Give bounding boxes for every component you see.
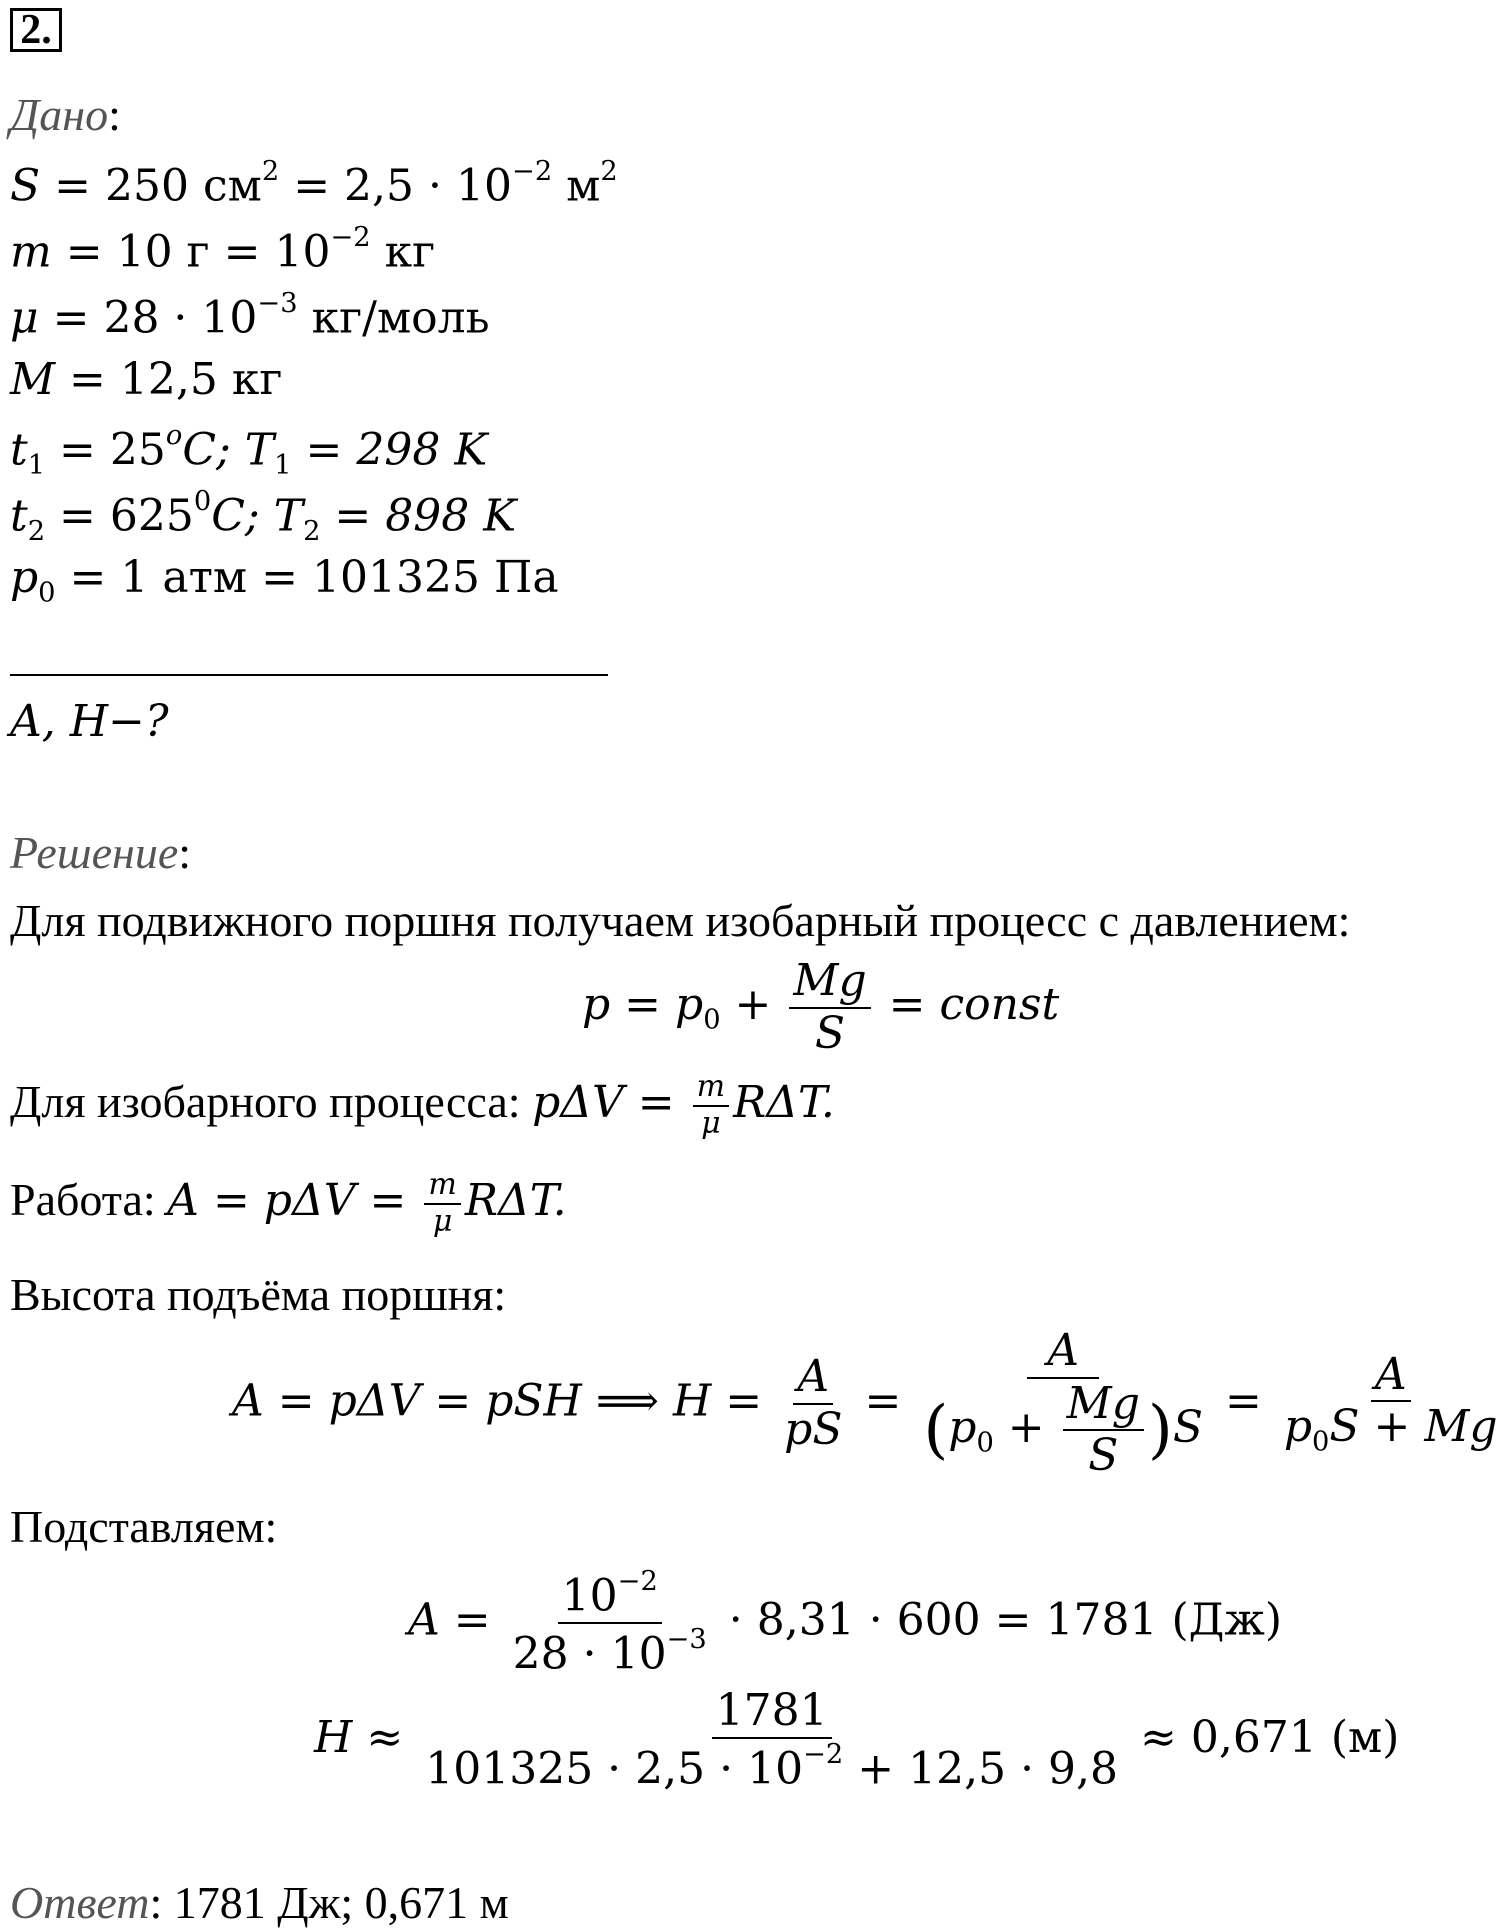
work-calculation: A = $\frac{10^{-2}}{28 \cdot 10^{-3}}$ · 8,31 · 600 = 1781 (Дж) [408, 1566, 1283, 1680]
isobaric-line: Для изобарного процесса: pΔV = $\frac{m}{\mu}$ RΔT. [10, 1069, 835, 1141]
height-label: Высота подъёма поршня: [10, 1269, 507, 1320]
given-label: Дано: [10, 89, 121, 140]
solution-label: Решение: [10, 827, 192, 878]
problem-number: 2. [10, 8, 62, 52]
given-area: S = 250 $см^2 = 2,5 \cdot 10^{-2}$ $м^2$ [10, 156, 618, 212]
given-piston-mass: M = 12,5 кг [10, 354, 283, 405]
substitute-label: Подставляем: [10, 1501, 278, 1552]
given-t1: $t_1 = 25^oC$; $T_1 = 298$ K [10, 420, 488, 481]
height-formula: A = pΔV = pSH ⟹ H = $\frac{A}{pS}$ = A ($p_0$ + $\frac{Mg}{S}$ )S = $\frac{A}{p_0S + Mg}$ [232, 1325, 1498, 1482]
given-molar-mass: $\mu = 28 \cdot 10^{-3}$ кг/моль [10, 288, 490, 344]
find-line: A, H−? [10, 696, 169, 747]
answer-line: Ответ: 1781 Дж; 0,671 м [10, 1877, 509, 1928]
height-calculation: H ≈ $\frac{1781}{101325 \cdot 2,5 \cdot 10^{-2} + 12,5 \cdot 9,8}$ ≈ 0,671 (м) [314, 1685, 1400, 1795]
work-line: Работа: A = pΔV = $\frac{m}{\mu}$ RΔT. [10, 1167, 567, 1239]
given-p0: $p_0 = 1$ атм = 101325 Па [10, 552, 559, 609]
pressure-formula: $p = p_0$ + $\frac{Mg}{S}$ = const [582, 955, 1060, 1059]
given-t2: $t_2 = 625^0C$; $T_2 = 898$ K [10, 486, 517, 547]
given-mass: m = 10 $г = 10^{-2}$ кг [10, 222, 436, 278]
divider-line [10, 674, 608, 676]
solution-intro: Для подвижного поршня получаем изобарный процесс с давлением: [10, 895, 1351, 946]
